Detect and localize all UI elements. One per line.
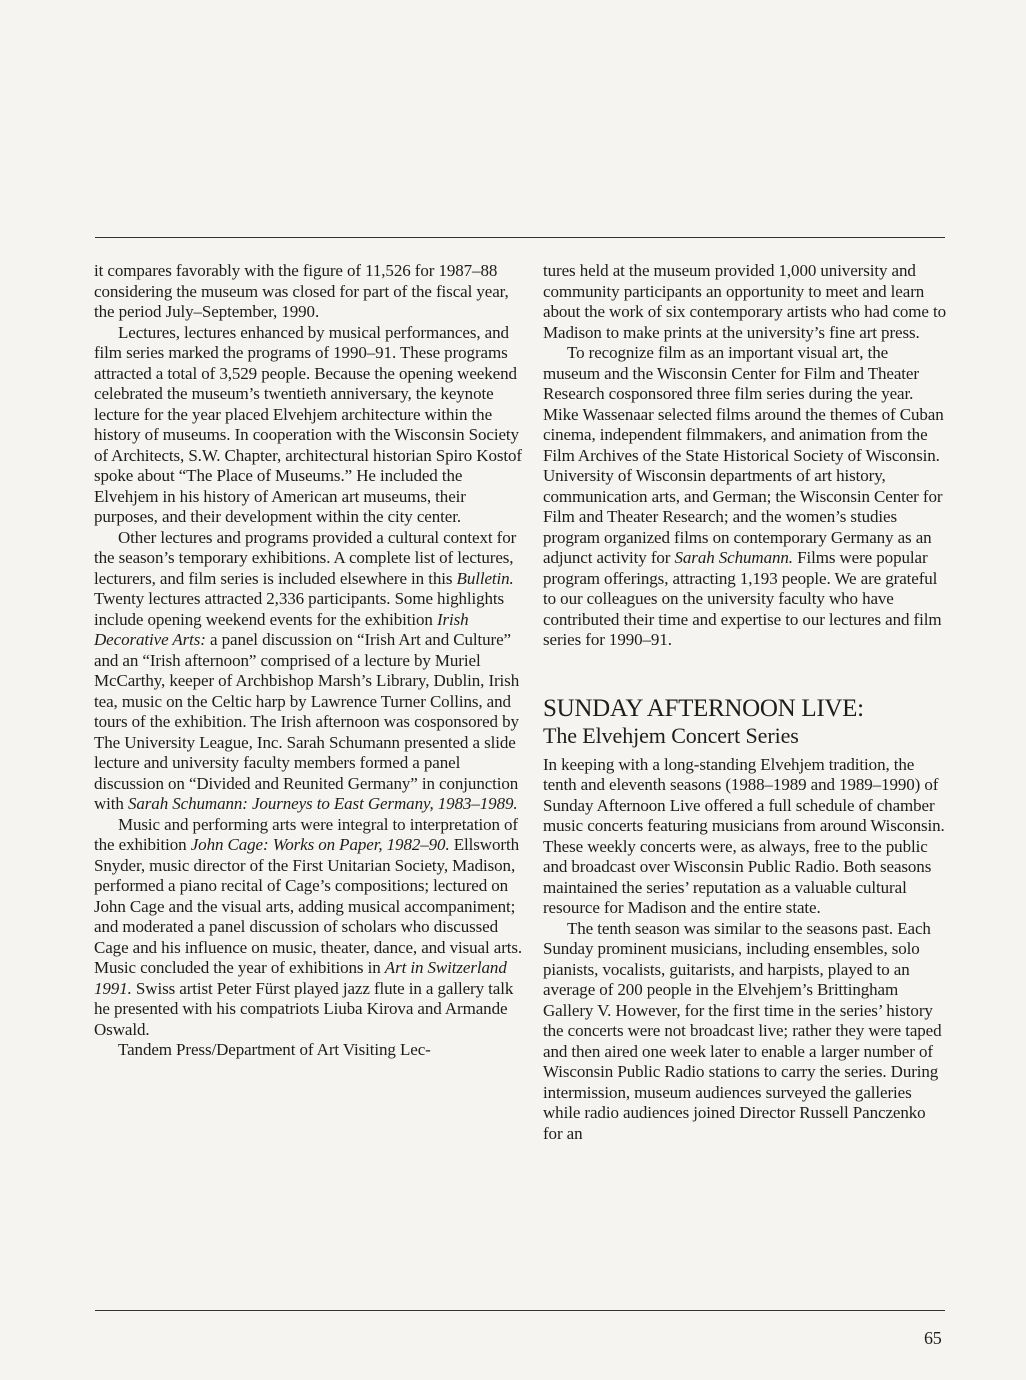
section-heading xyxy=(543,695,949,749)
paragraph: it compares favorably with the figure of 11,526 for 1987–88 considering the museum was closed for part of the fiscal year, the period July–September, 1990. xyxy=(94,261,509,321)
bottom-rule xyxy=(95,1310,945,1311)
paragraph-text: Music and performing arts were integral to interpretation of the exhibition xyxy=(94,814,518,854)
italic-title: Irish Decorative Arts: xyxy=(94,609,469,649)
paragraph xyxy=(543,343,949,651)
paragraph-text: Films were popular program offerings, attracting 1,193 people. We are grateful to our colleagues on the university faculty who have contributed their time and expertise to our lectures and film series for 1990–91. xyxy=(543,548,942,649)
paragraph: Lectures, lectures enhanced by musical performances, and film series marked the programs of 1990–91. These programs attracted a total of 3,529 people. Because the opening weekend celebrated the museum’s twentieth anniversary, the keynote lecture for the year placed Elvehjem architecture within the history of museums. In cooperation with the Wisconsin Society of Architects, S.W. Chapter, architectural historian Spiro Kostof spoke about “The Place of Museums.” He included the Elvehjem in his history of American art museums, their purposes, and their development within the city center. xyxy=(94,322,522,526)
top-rule xyxy=(95,237,945,238)
paragraph xyxy=(94,815,524,1041)
left-column xyxy=(94,261,524,1061)
section-subtitle: The Elvehjem Concert Series xyxy=(543,722,799,748)
italic-title: Bulletin. xyxy=(456,568,514,588)
paragraph: tures held at the museum provided 1,000 university and community participants an opportunity to meet and learn about the work of six contemporary artists who had come to Madison to make prints at the university’s fine art press. xyxy=(543,261,947,342)
paragraph: Tandem Press/Department of Art Visiting Lec- xyxy=(118,1040,431,1059)
paragraph xyxy=(94,528,524,815)
paragraph-text: Swiss artist Peter Fürst played jazz flute in a gallery talk he presented with his compatriots Liuba Kirova and Armande Oswald. xyxy=(94,978,514,1039)
section-title: SUNDAY AFTERNOON LIVE: xyxy=(543,694,864,722)
italic-title: John Cage: Works on Paper, 1982–90. xyxy=(190,835,450,854)
paragraph-text: Ellsworth Snyder, music director of the First Unitarian Society, Madison, performed a piano recital of Cage’s compositions; lectured on John Cage and the visual arts, adding musical accompaniment; and moderated a panel discussion of scholars who discussed Cage and his influence on music, theater, dance, and visual arts. Music concluded the year of exhibitions in xyxy=(94,835,523,977)
italic-title: Sarah Schumann: Journeys to East Germany, 1983–1989. xyxy=(127,794,518,813)
italic-title: Art in Switzerland 1991. xyxy=(94,958,507,998)
page-number: 65 xyxy=(924,1328,942,1348)
paragraph: The tenth season was similar to the seasons past. Each Sunday prominent musicians, including ensembles, solo pianists, vocalists, guitarists, and harpists, played to an average of 200 people in the Elvehjem’s Brittingham Gallery V. However, for the first time in the series’ history the concerts were not broadcast live; rather they were taped and then aired one week later to enable a larger number of Wisconsin Public Radio stations to carry the series. During intermission, museum audiences surveyed the galleries while radio audiences joined Director Russell Panczenko for an xyxy=(543,918,942,1143)
right-column xyxy=(543,261,949,1144)
paragraph-text: To recognize film as an important visual art, the museum and the Wisconsin Center for Film and Theater Research cosponsored three film series during the year. Mike Wassenaar selected films around the themes of Cuban cinema, independent filmmakers, and animation from the Film Archives of the State Historical Society of Wisconsin. University of Wisconsin departments of art history, communication arts, and German; the Wisconsin Center for Film and Theater Research; and the women’s studies program organized films on contemporary Germany as an adjunct activity for xyxy=(543,343,944,567)
paragraph-text: Other lectures and programs provided a cultural context for the season’s temporary exhibitions. A complete list of lectures, lecturers, and film series is included elsewhere in this xyxy=(94,527,517,588)
paragraph-text: Twenty lectures attracted 2,336 participants. Some highlights include opening weekend events for the exhibition xyxy=(94,589,505,629)
paragraph: In keeping with a long-standing Elvehjem tradition, the tenth and eleventh seasons (1988–1989 and 1989–1990) of Sunday Afternoon Live offered a full schedule of chamber music concerts featuring musicians from around Wisconsin. These weekly concerts were, as always, free to the public and broadcast over Wisconsin Public Radio. Both seasons maintained the series’ reputation as a valuable cultural resource for Madison and the entire state. xyxy=(543,754,945,917)
italic-title: Sarah Schumann. xyxy=(674,548,793,567)
paragraph-text: a panel discussion on “Irish Art and Culture” and an “Irish afternoon” comprised of a lecture by Muriel McCarthy, keeper of Archbishop Marsh’s Library, Dublin, Irish tea, music on the Celtic harp by Lawrence Turner Collins, and tours of the exhibition. The Irish afternoon was cosponsored by The University League, Inc. Sarah Schumann presented a slide lecture and university faculty members formed a panel discussion on “Divided and Reunited Germany” in conjunction with xyxy=(94,630,520,813)
